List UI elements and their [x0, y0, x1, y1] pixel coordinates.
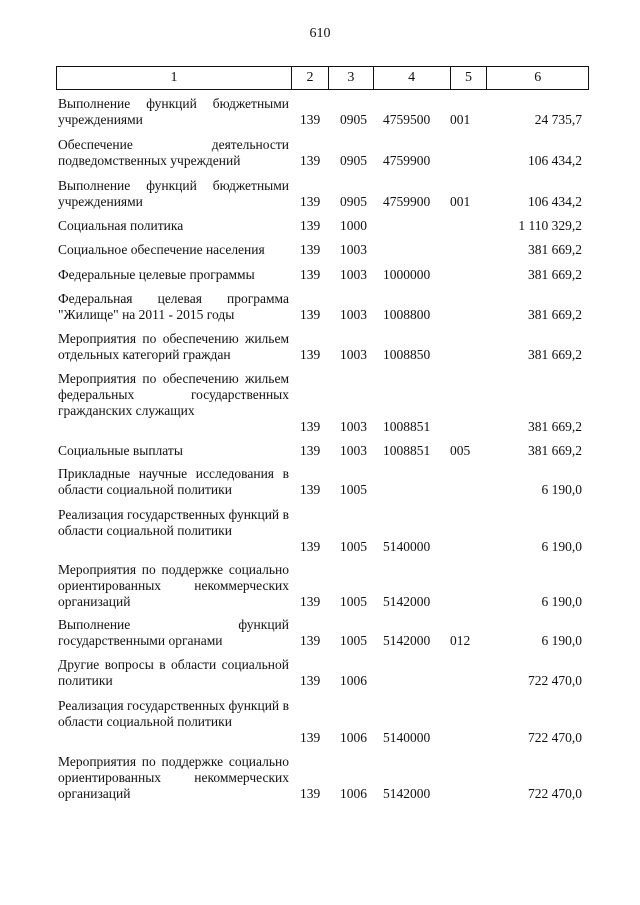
row-amount: 381 669,2 [528, 419, 582, 434]
row-section: 0905 [340, 153, 367, 168]
row-kvsr: 139 [300, 786, 321, 801]
row-section: 1005 [340, 633, 367, 648]
row-kvsr: 139 [300, 673, 321, 688]
row-amount: 6 190,0 [541, 594, 582, 609]
row-target-article: 4759500 [383, 112, 431, 127]
row-section: 1005 [340, 539, 367, 554]
row-kvsr: 139 [300, 242, 321, 257]
row-description: Мероприятия по обеспечению жильем отдельных категорий граждан [58, 331, 289, 362]
row-kvsr: 139 [300, 307, 321, 322]
row-description: Федеральная целевая программа "Жилище" на 2011 - 2015 годы [58, 291, 289, 322]
row-section: 0905 [340, 112, 367, 127]
row-description: Мероприятия по обеспечению жильем федеральных государственных гражданских служащих [58, 371, 289, 418]
row-amount: 24 735,7 [534, 112, 582, 127]
row-target-article: 5140000 [383, 730, 431, 745]
row-amount: 1 110 329,2 [518, 218, 582, 233]
row-description: Реализация государственных функций в области социальной политики [58, 698, 289, 729]
row-amount: 381 669,2 [528, 267, 582, 282]
header-col-4: 4 [374, 67, 451, 89]
row-description: Другие вопросы в области социальной политики [58, 657, 289, 688]
row-target-article: 1008851 [383, 443, 431, 458]
row-amount: 722 470,0 [528, 786, 582, 801]
row-target-article: 5142000 [383, 594, 431, 609]
row-section: 1000 [340, 218, 367, 233]
header-col-3: 3 [329, 67, 374, 89]
row-kvsr: 139 [300, 218, 321, 233]
row-kvsr: 139 [300, 419, 321, 434]
row-amount: 722 470,0 [528, 730, 582, 745]
row-section: 1006 [340, 730, 367, 745]
row-kvsr: 139 [300, 194, 321, 209]
header-col-2: 2 [292, 67, 329, 89]
table-header [56, 66, 589, 90]
row-section: 1005 [340, 482, 367, 497]
row-kvsr: 139 [300, 443, 321, 458]
row-description: Мероприятия по поддержке социально ориентированных некоммерческих организаций [58, 754, 289, 801]
row-kvsr: 139 [300, 153, 321, 168]
row-target-article: 5142000 [383, 633, 431, 648]
row-description: Мероприятия по поддержке социально ориентированных некоммерческих организаций [58, 562, 289, 609]
row-section: 0905 [340, 194, 367, 209]
row-target-article: 1000000 [383, 267, 431, 282]
row-target-article: 4759900 [383, 194, 431, 209]
row-description: Выполнение функций бюджетными учреждениями [58, 178, 289, 209]
row-expense-type: 001 [450, 194, 471, 209]
row-target-article: 5142000 [383, 786, 431, 801]
row-amount: 722 470,0 [528, 673, 582, 688]
row-kvsr: 139 [300, 539, 321, 554]
row-section: 1003 [340, 419, 367, 434]
row-section: 1003 [340, 347, 367, 362]
row-description: Выполнение функций государственными органами [58, 617, 289, 648]
row-description: Обеспечение деятельности подведомственных учреждений [58, 137, 289, 168]
row-section: 1003 [340, 267, 367, 282]
row-amount: 381 669,2 [528, 443, 582, 458]
row-kvsr: 139 [300, 594, 321, 609]
row-description: Реализация государственных функций в области социальной политики [58, 507, 289, 538]
header-col-1: 1 [57, 67, 292, 89]
row-target-article: 5140000 [383, 539, 431, 554]
row-amount: 381 669,2 [528, 347, 582, 362]
row-kvsr: 139 [300, 730, 321, 745]
row-expense-type: 005 [450, 443, 471, 458]
row-expense-type: 001 [450, 112, 471, 127]
row-kvsr: 139 [300, 482, 321, 497]
row-description: Федеральные целевые программы [58, 267, 255, 282]
row-amount: 106 434,2 [528, 194, 582, 209]
row-description: Социальная политика [58, 218, 184, 233]
row-amount: 106 434,2 [528, 153, 582, 168]
row-kvsr: 139 [300, 267, 321, 282]
row-section: 1006 [340, 673, 367, 688]
row-target-article: 1008851 [383, 419, 431, 434]
header-col-6: 6 [534, 70, 542, 85]
row-amount: 6 190,0 [541, 539, 582, 554]
header-col-5: 5 [451, 67, 488, 89]
row-target-article: 1008850 [383, 347, 431, 362]
row-section: 1003 [340, 443, 367, 458]
row-amount: 381 669,2 [528, 242, 582, 257]
row-section: 1003 [340, 307, 367, 322]
row-description: Прикладные научные исследования в области социальной политики [58, 466, 289, 497]
row-amount: 6 190,0 [541, 482, 582, 497]
row-kvsr: 139 [300, 112, 321, 127]
row-target-article: 1008800 [383, 307, 431, 322]
row-section: 1006 [340, 786, 367, 801]
row-description: Выполнение функций бюджетными учреждениями [58, 96, 289, 127]
row-target-article: 4759900 [383, 153, 431, 168]
row-description: Социальные выплаты [58, 443, 183, 458]
row-description: Социальное обеспечение населения [58, 242, 265, 257]
row-amount: 6 190,0 [541, 633, 582, 648]
page-number: 610 [309, 26, 331, 41]
row-kvsr: 139 [300, 633, 321, 648]
row-amount: 381 669,2 [528, 307, 582, 322]
row-section: 1005 [340, 594, 367, 609]
row-section: 1003 [340, 242, 367, 257]
row-expense-type: 012 [450, 633, 471, 648]
row-kvsr: 139 [300, 347, 321, 362]
